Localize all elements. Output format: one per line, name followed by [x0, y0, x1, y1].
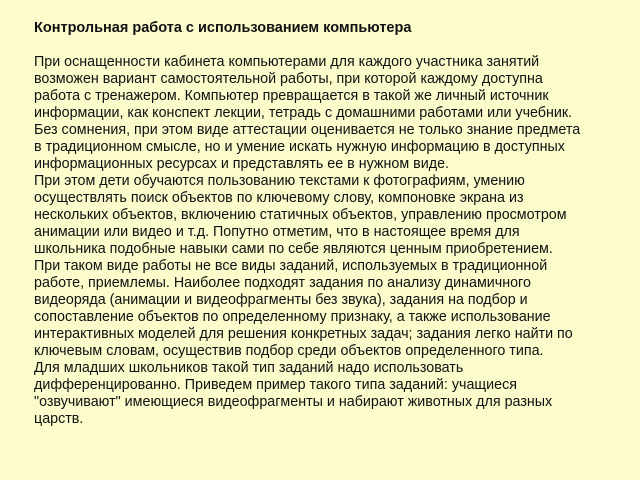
- text-line: в традиционном смысле, но и умение искать нужную информацию в доступных: [34, 139, 565, 155]
- text-line: работе, приемлемы. Наиболее подходят задания по анализу динамичного: [34, 275, 531, 291]
- text-line: "озвучивают" имеющиеся видеофрагменты и набирают животных для разных: [34, 394, 553, 410]
- text-line: анимации или видео и т.д. Попутно отметим, что в настоящее время для: [34, 224, 520, 240]
- text-line: возможен вариант самостоятельной работы, при которой каждому доступна: [34, 71, 543, 87]
- text-line: работа с тренажером. Компьютер превращается в такой же личный источник: [34, 88, 549, 104]
- body-text: [34, 54, 594, 428]
- text-line: Без сомнения, при этом виде аттестации оценивается не только знание предмета: [34, 122, 581, 138]
- text-line: При этом дети обучаются пользованию текстами к фотографиям, умению: [34, 173, 525, 189]
- text-line: При таком виде работы не все виды заданий, используемых в традиционной: [34, 258, 548, 274]
- text-line: школьника подобные навыки сами по себе являются ценным приобретением.: [34, 241, 553, 257]
- text-line: информационных ресурсах и представлять ее в нужном виде.: [34, 156, 449, 172]
- text-line: царств.: [34, 411, 84, 427]
- text-line: ключевым словам, осуществив подбор среди объектов определенного типа.: [34, 343, 544, 359]
- text-line: интерактивных моделей для решения конкретных задач; задания легко найти по: [34, 326, 573, 342]
- text-line: информации, как конспект лекции, тетрадь с домашними работами или учебник.: [34, 105, 573, 121]
- text-line: сопоставление объектов по определенному признаку, а также использование: [34, 309, 551, 325]
- text-line: нескольких объектов, включению статичных объектов, управлению просмотром: [34, 207, 567, 223]
- text-line: видеоряда (анимации и видеофрагменты без звука), задания на подбор и: [34, 292, 528, 308]
- text-line: При оснащенности кабинета компьютерами для каждого участника занятий: [34, 54, 540, 70]
- text-line: дифференцированно. Приведем пример такого типа заданий: учащиеся: [34, 377, 517, 393]
- text-line: Для младших школьников такой тип заданий надо использовать: [34, 360, 464, 376]
- slide-title: Контрольная работа с использованием компьютера: [34, 20, 412, 36]
- text-line: осуществлять поиск объектов по ключевому слову, компоновке экрана из: [34, 190, 524, 206]
